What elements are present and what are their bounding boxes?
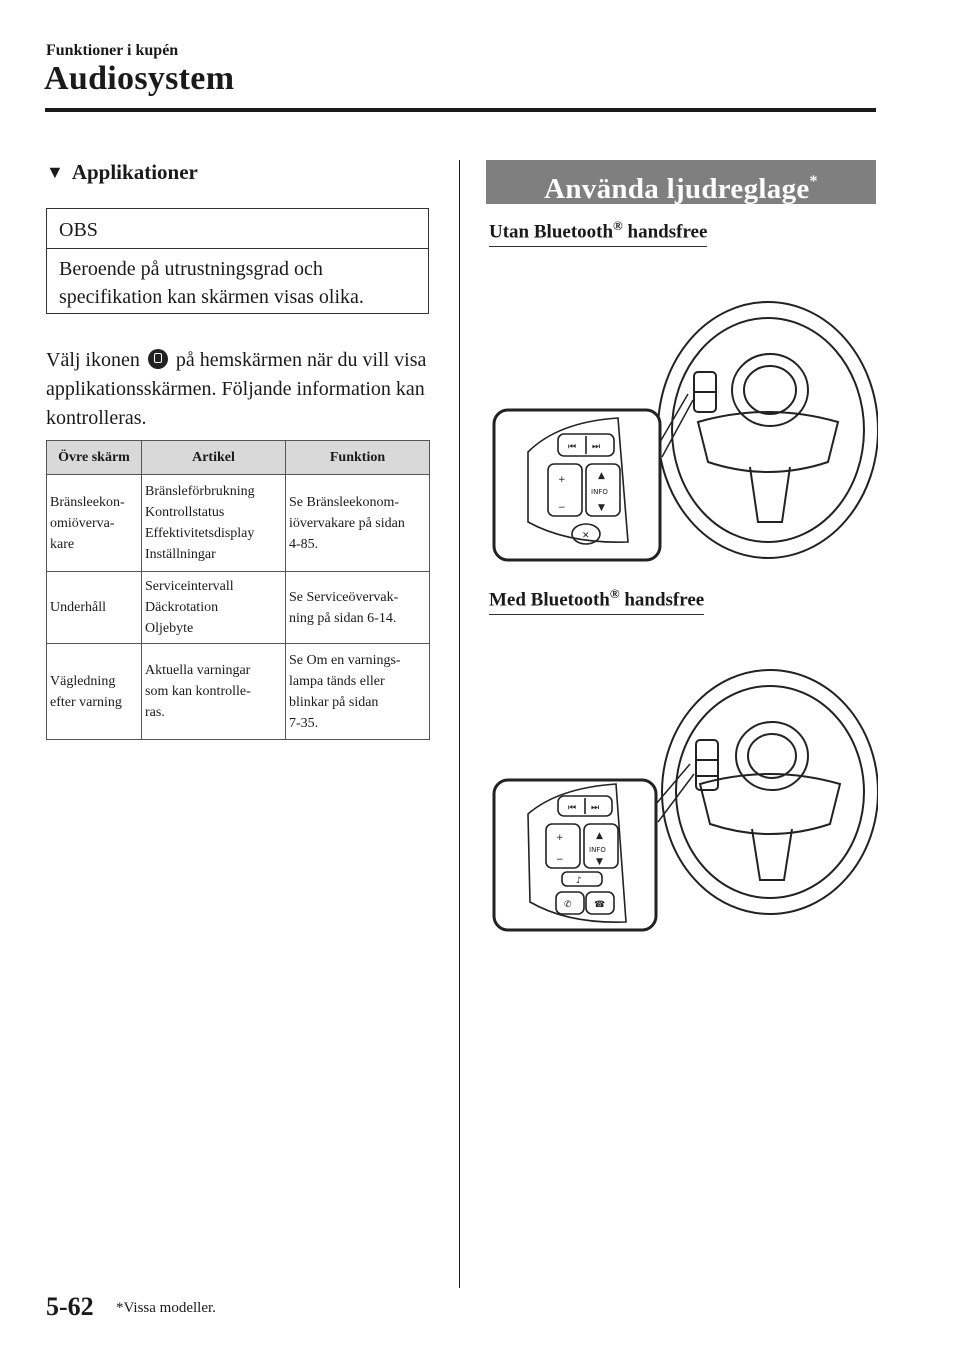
cell-line: Inställningar [145,547,216,562]
wheel-rim-inner [676,686,864,898]
cell-line: lampa tänds eller [289,673,385,689]
figure1-title-suffix: handsfree [627,221,708,243]
cell-items [142,644,286,740]
wheel-rim-outer [662,670,878,914]
volume-down-icon: − [556,855,564,865]
cell-line: Underhåll [50,600,106,615]
cell-upper-screen [47,572,142,644]
wheel-lower-spoke [752,829,792,880]
down-arrow-icon: ▼ [596,857,603,867]
figure1-title-text: Utan Bluetooth [489,221,614,243]
column-header-item: Artikel [142,441,286,475]
info-button-label: INFO [589,846,606,854]
cell-function [286,475,430,572]
voice-recognition-icon: ♪ [576,876,582,886]
applications-subheading [46,160,198,185]
cell-line: Effektivitetsdisplay [145,526,255,541]
cell-line: Bränsleförbrukning [145,484,255,499]
registered-mark: ® [609,586,620,601]
wheel-hub [736,722,808,790]
mute-icon: ✕ [582,531,590,541]
paragraph-before-icon: Välj ikonen [46,349,140,371]
table-row [47,644,430,740]
cell-upper-screen [47,644,142,740]
cell-line: ras. [145,705,165,720]
cell-line: Se Bränsleekonom- [289,494,400,510]
wheel-spoke [700,774,840,834]
applications-subheading-text: Applikationer [71,160,198,184]
table-header-row [47,441,430,475]
next-track-icon: ⏭ [591,803,600,813]
figure2-title-text: Med Bluetooth [489,589,610,611]
volume-up-icon: + [558,475,566,485]
cell-upper-screen [47,475,142,572]
applications-table [46,440,430,740]
steering-wheel-figure-2 [488,664,878,936]
cell-function [286,572,430,644]
note-text: Beroende på utrustningsgrad och specifikation kan skärmen visas olika. [59,258,364,308]
cell-line: Se Serviceövervak- [289,589,399,605]
column-header-upper-screen: Övre skärm [47,441,142,475]
table-row [47,475,430,572]
cell-line: Kontrollstatus [145,505,225,520]
wheel-hub-inner [744,366,796,414]
steering-wheel-figure-1 [488,282,878,572]
cell-line: kare [50,536,75,552]
paragraph-after-icon: på hemskärmen när du vill visa applikationsskärmen. Följande information kan kontrolleras. [46,349,427,429]
prev-track-icon: ⏮ [568,803,577,813]
volume-up-icon: + [556,833,564,843]
cell-line: omiöverva- [50,515,115,531]
cell-line: Aktuella varningar [145,663,251,678]
applications-icon [148,349,168,369]
column-header-function: Funktion [286,441,430,475]
cell-line: efter varning [50,694,122,710]
wheel-rim-outer [658,302,878,558]
page-number: 5-62 [46,1292,94,1321]
footnote: *Vissa modeller. [116,1300,216,1316]
info-button-label: INFO [591,488,608,496]
cell-line: Oljebyte [145,621,194,636]
wheel-spoke [698,412,838,472]
zoom-callout-box [494,410,660,560]
triangle-bullet-icon: ▼ [46,162,64,182]
registered-mark: ® [613,218,623,233]
figure2-title-suffix: handsfree [624,589,705,611]
cell-line: Bränsleekon- [50,494,125,510]
pick-up-icon: ✆ [564,900,572,910]
note-heading: OBS [47,209,428,249]
instruction-paragraph [46,346,430,433]
figure1-title [489,218,707,247]
cell-line: som kan kontrolle- [145,684,251,699]
title-rule [45,108,876,112]
up-arrow-icon: ▲ [596,831,603,841]
cell-items [142,475,286,572]
note-box [46,208,429,314]
section-kicker: Funktioner i kupén [46,42,179,59]
page-title: Audiosystem [44,60,235,97]
cell-line: 4-85. [289,536,319,552]
prev-track-icon: ⏮ [568,442,577,452]
figure2-title [489,586,704,615]
cell-line: 7-35. [289,715,319,731]
down-arrow-icon: ▼ [598,503,605,513]
cell-line: Vägledning [50,673,116,689]
up-arrow-icon: ▲ [598,471,605,481]
banner-asterisk: * [809,173,818,190]
cell-line: blinkar på sidan [289,694,379,710]
hang-up-icon: ☎ [594,900,606,910]
wheel-lower-spoke [750,467,790,522]
wheel-hub-inner [748,734,796,778]
banner-text: Använda ljudreglage [544,173,810,205]
cell-line: iövervakare på sidan [289,515,405,531]
cell-line: Se Om en varnings- [289,652,401,668]
cell-line: Däckrotation [145,600,219,615]
cell-line: Serviceintervall [145,579,234,594]
table-row [47,572,430,644]
cell-line: ning på sidan 6-14. [289,610,397,626]
volume-down-icon: − [558,503,566,513]
cell-items [142,572,286,644]
cell-function [286,644,430,740]
audio-controls-banner [486,160,876,204]
column-divider [459,160,460,1288]
next-track-icon: ⏭ [592,442,601,452]
